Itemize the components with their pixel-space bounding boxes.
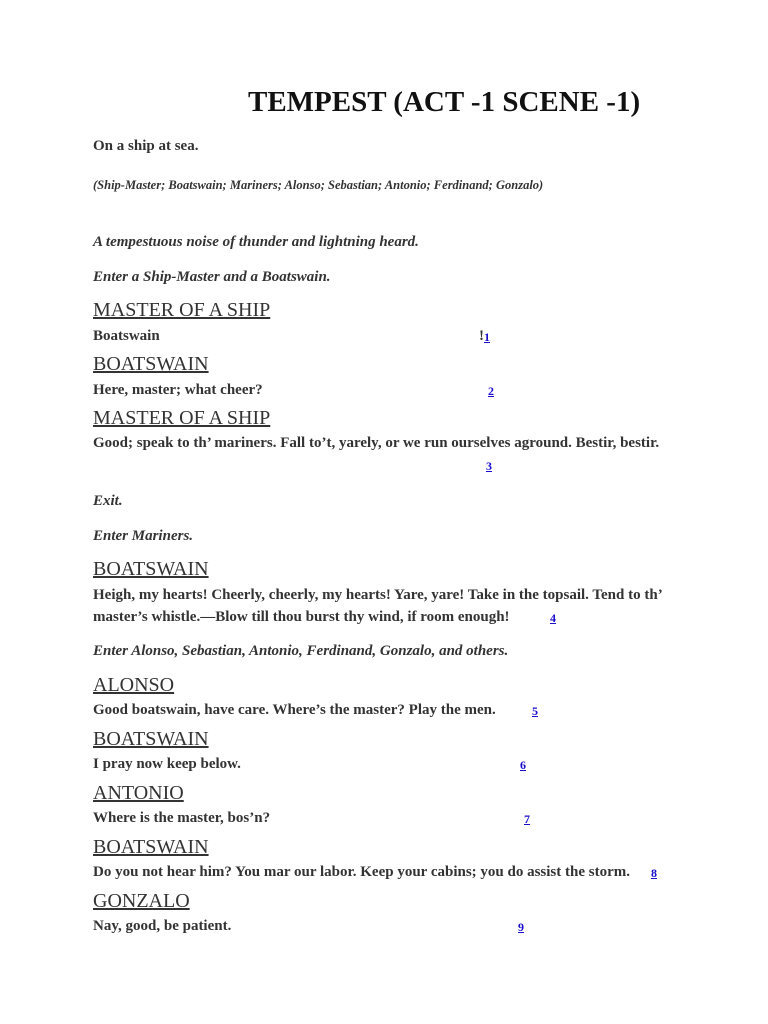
speech-line: Heigh, my hearts! Cheerly, cheerly, my hearts! Yare, yare! Take in the topsail. Tend to th’ master’s whistle.—Blow till thou burst thy wind, if room enough! xyxy=(93,587,662,625)
speech-line: Good; speak to th’ mariners. Fall to’t, yarely, or we run ourselves aground. Bestir, bestir. xyxy=(93,435,660,451)
footnote-link[interactable]: 4 xyxy=(550,611,556,625)
stage-direction: Enter a Ship-Master and a Boatswain. xyxy=(93,269,331,285)
speaker-name: GONZALO xyxy=(93,890,190,912)
speech-line: Boatswain xyxy=(93,328,160,344)
speech-line: Here, master; what cheer? xyxy=(93,382,263,398)
speaker-name: BOATSWAIN xyxy=(93,558,209,580)
speech-line: I pray now keep below. xyxy=(93,756,241,772)
speaker-name: ALONSO xyxy=(93,674,175,696)
footnote-link[interactable]: 2 xyxy=(488,384,494,398)
footnote-link[interactable]: 1 xyxy=(484,330,490,344)
footnote-link[interactable]: 9 xyxy=(518,920,524,934)
stage-direction: Enter Alonso, Sebastian, Antonio, Ferdinand, Gonzalo, and others. xyxy=(93,643,509,659)
stage-direction: Exit. xyxy=(93,493,123,509)
speaker-name: BOATSWAIN xyxy=(93,728,209,750)
speaker-name: BOATSWAIN xyxy=(93,353,209,375)
speech-line: Where is the master, bos’n? xyxy=(93,810,271,826)
dramatis-personae: (Ship-Master; Boatswain; Mariners; Alonso; Sebastian; Antonio; Ferdinand; Gonzalo) xyxy=(93,178,544,192)
speaker-name: BOATSWAIN xyxy=(93,836,209,858)
speech-line: Do you not hear him? You mar our labor. Keep your cabins; you do assist the storm. xyxy=(93,864,630,880)
speaker-name: MASTER OF A SHIP xyxy=(93,299,271,321)
speech-line: Good boatswain, have care. Where’s the master? Play the men. xyxy=(93,702,496,718)
footnote-link[interactable]: 7 xyxy=(524,812,530,826)
footnote-link[interactable]: 5 xyxy=(532,704,538,718)
stage-direction: Enter Mariners. xyxy=(93,528,194,544)
page-title: TEMPEST (ACT -1 SCENE -1) xyxy=(248,86,641,118)
footnote-link[interactable]: 3 xyxy=(486,459,492,473)
speaker-name: ANTONIO xyxy=(93,782,184,804)
speech-line: Nay, good, be patient. xyxy=(93,918,232,934)
footnote-link[interactable]: 8 xyxy=(651,866,657,880)
speaker-name: MASTER OF A SHIP xyxy=(93,407,271,429)
footnote-link[interactable]: 6 xyxy=(520,758,526,772)
speech-mark: ! xyxy=(479,328,484,344)
stage-direction: A tempestuous noise of thunder and lightning heard. xyxy=(93,234,419,250)
scene-setting: On a ship at sea. xyxy=(93,138,199,154)
